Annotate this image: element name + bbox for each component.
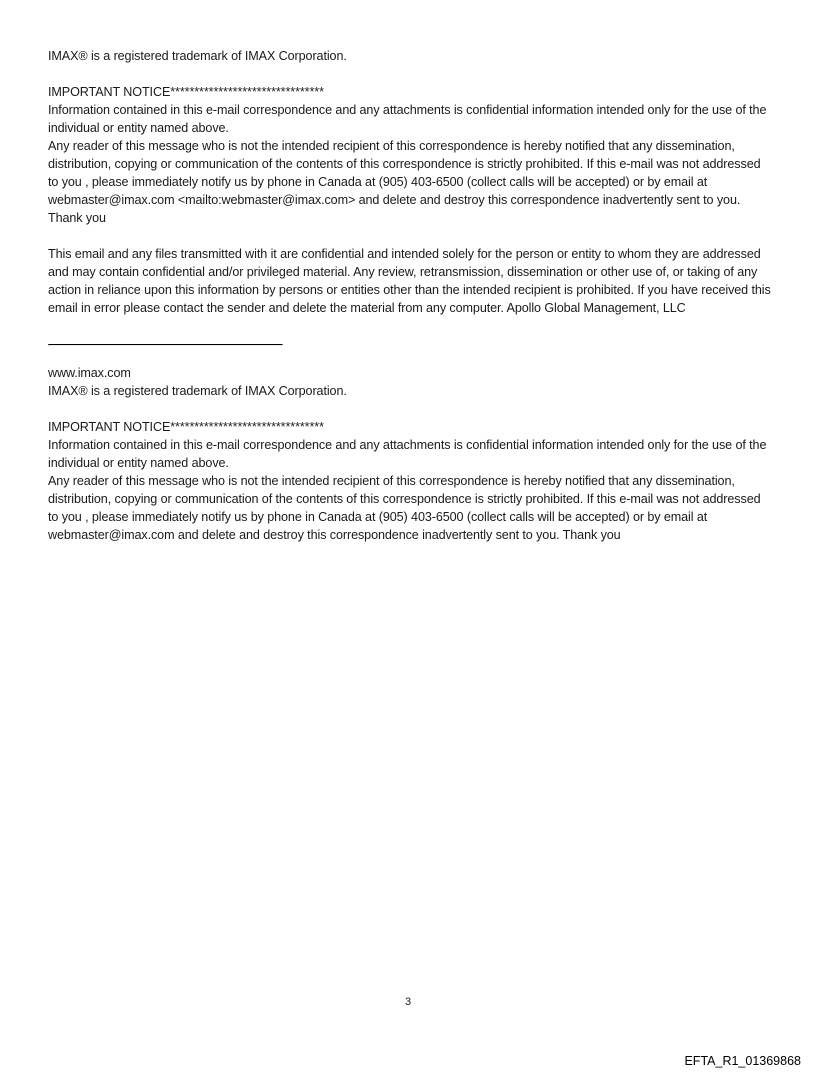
notice-confidential-info: Information contained in this e-mail correspondence and any attachments is confidential information intended only for the use of the individual or entity named above. [48,438,767,470]
email-body [48,47,772,544]
notice-header: IMPORTANT NOTICE******************************** [48,420,324,434]
trademark-line: IMAX® is a registered trademark of IMAX Corporation. [48,384,347,398]
document-id: EFTA_R1_01369868 [684,1054,801,1068]
notice-header: IMPORTANT NOTICE******************************** [48,85,324,99]
notice-recipient-warning: Any reader of this message who is not the intended recipient of this correspondence is hereby notified that any dissemination, distribution, copying or communication of the contents of this correspondence is strictly prohibited. If this e-mail was not addressed to you , please immediately notify us by phone in Canada at (905) 403-6500 (collect calls will be accepted) or by email at webmaster@imax.com and delete and destroy this correspondence inadvertently sent to you. Thank you [48,474,761,542]
notice-recipient-warning: Any reader of this message who is not the intended recipient of this correspondence is hereby notified that any dissemination, distribution, copying or communication of the contents of this correspondence is strictly prohibited. If this e-mail was not addressed to you , please immediately notify us by phone in Canada at (905) 403-6500 (collect calls will be accepted) or by email at webmaster@imax.com <mailto:webmaster@imax.com> and delete and destroy this correspondence inadvertently sent to you. Thank you [48,139,761,225]
website-line: www.imax.com [48,366,131,380]
apollo-disclaimer: This email and any files transmitted with it are confidential and intended solely for the person or entity to whom they are addressed and may contain confidential and/or privileged material. Any review, retransmission, dissemination or other use of, or taking of any action in reliance upon this information by persons or entities other than the intended recipient is prohibited. If you have received this email in error please contact the sender and delete the material from any computer. Apollo Global Management, LLC [48,247,771,315]
notice-confidential-info: Information contained in this e-mail correspondence and any attachments is confidential information intended only for the use of the individual or entity named above. [48,103,767,135]
trademark-line: IMAX® is a registered trademark of IMAX Corporation. [48,49,347,63]
page-number: 3 [404,996,412,1008]
